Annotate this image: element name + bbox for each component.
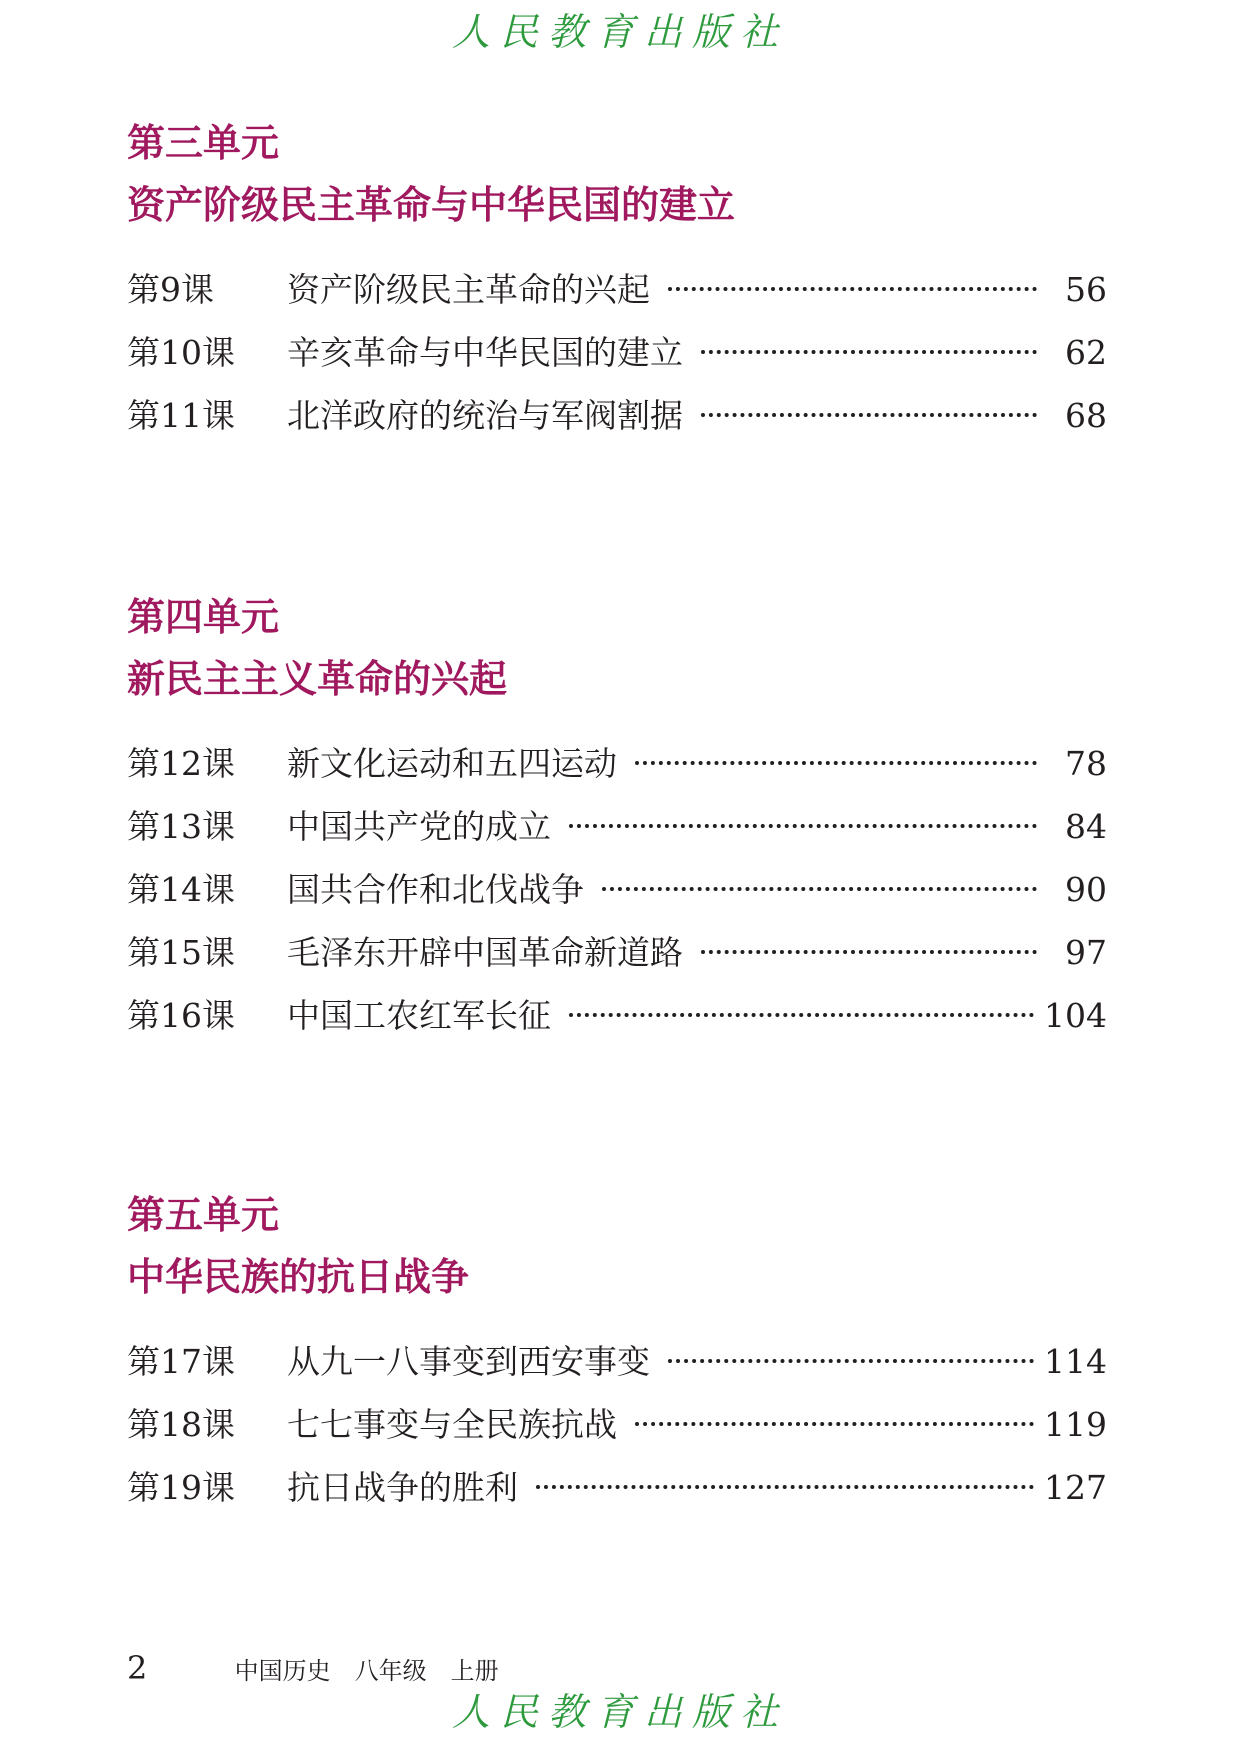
- lesson-title: 中国工农红军长征: [287, 996, 551, 1035]
- page-number: 104: [1044, 996, 1107, 1035]
- lesson-number: 第15课: [127, 933, 235, 972]
- page-number: 90: [1065, 870, 1107, 909]
- dot-leader: [569, 1013, 1034, 1017]
- page-number: 127: [1044, 1468, 1107, 1507]
- lesson-list: [127, 1342, 1107, 1531]
- lesson-title: 从九一八事变到西安事变: [287, 1342, 650, 1381]
- toc-entry[interactable]: [127, 807, 1107, 870]
- lesson-title: 七七事变与全民族抗战: [287, 1405, 617, 1444]
- unit-section: [127, 1192, 1107, 1531]
- page-number: 78: [1065, 744, 1107, 783]
- lesson-title: 新文化运动和五四运动: [287, 744, 617, 783]
- toc-entry[interactable]: [127, 744, 1107, 807]
- lesson-title: 辛亥革命与中华民国的建立: [287, 333, 683, 372]
- lesson-list: [127, 744, 1107, 1059]
- toc-entry[interactable]: [127, 1468, 1107, 1531]
- page-number: 68: [1065, 396, 1107, 435]
- lesson-number: 第11课: [127, 396, 235, 435]
- page-number: 97: [1065, 933, 1107, 972]
- lesson-title: 毛泽东开辟中国革命新道路: [287, 933, 683, 972]
- toc-entry[interactable]: [127, 870, 1107, 933]
- page-number: 119: [1044, 1405, 1107, 1444]
- page-number: 62: [1065, 333, 1107, 372]
- lesson-number: 第19课: [127, 1468, 235, 1507]
- dot-leader: [701, 350, 1037, 354]
- unit-label: 第三单元: [127, 121, 280, 165]
- lesson-number: 第9课: [127, 270, 214, 309]
- publisher-logo-top: 人民教育出版社: [451, 10, 788, 54]
- dot-leader: [569, 824, 1037, 828]
- lesson-number: 第13课: [127, 807, 235, 846]
- unit-label: 第五单元: [127, 1193, 280, 1237]
- dot-leader: [602, 887, 1037, 891]
- lesson-list: [127, 270, 1107, 459]
- page-number: 114: [1044, 1342, 1107, 1381]
- publisher-logo-bottom: 人民教育出版社: [451, 1690, 788, 1734]
- dot-leader: [536, 1485, 1034, 1489]
- unit-section: [127, 594, 1107, 1059]
- lesson-number: 第16课: [127, 996, 235, 1035]
- toc-entry[interactable]: [127, 933, 1107, 996]
- lesson-number: 第18课: [127, 1405, 235, 1444]
- lesson-number: 第10课: [127, 333, 235, 372]
- unit-title: 中华民族的抗日战争: [127, 1255, 470, 1299]
- lesson-number: 第17课: [127, 1342, 235, 1381]
- unit-section: [127, 120, 1107, 459]
- toc-entry[interactable]: [127, 996, 1107, 1059]
- lesson-title: 中国共产党的成立: [287, 807, 551, 846]
- lesson-title: 北洋政府的统治与军阀割据: [287, 396, 683, 435]
- unit-title: 新民主主义革命的兴起: [127, 657, 508, 701]
- toc-entry[interactable]: [127, 1405, 1107, 1468]
- lesson-number: 第12课: [127, 744, 235, 783]
- page-number: 56: [1065, 270, 1107, 309]
- lesson-title: 国共合作和北伐战争: [287, 870, 584, 909]
- dot-leader: [668, 1359, 1034, 1363]
- dot-leader: [635, 1422, 1034, 1426]
- lesson-title: 抗日战争的胜利: [287, 1468, 518, 1507]
- unit-title: 资产阶级民主革命与中华民国的建立: [127, 183, 736, 227]
- toc-entry[interactable]: [127, 270, 1107, 333]
- toc-entry[interactable]: [127, 1342, 1107, 1405]
- dot-leader: [701, 413, 1037, 417]
- toc-entry[interactable]: [127, 333, 1107, 396]
- toc-entry[interactable]: [127, 396, 1107, 459]
- dot-leader: [701, 950, 1037, 954]
- lesson-number: 第14课: [127, 870, 235, 909]
- dot-leader: [635, 761, 1037, 765]
- dot-leader: [668, 287, 1037, 291]
- footer-page-number: 2: [127, 1649, 148, 1687]
- lesson-title: 资产阶级民主革命的兴起: [287, 270, 650, 309]
- footer-book-title: 中国历史 八年级 上册: [234, 1657, 499, 1685]
- page-number: 84: [1065, 807, 1107, 846]
- unit-label: 第四单元: [127, 595, 280, 639]
- page-footer: [127, 1650, 499, 1689]
